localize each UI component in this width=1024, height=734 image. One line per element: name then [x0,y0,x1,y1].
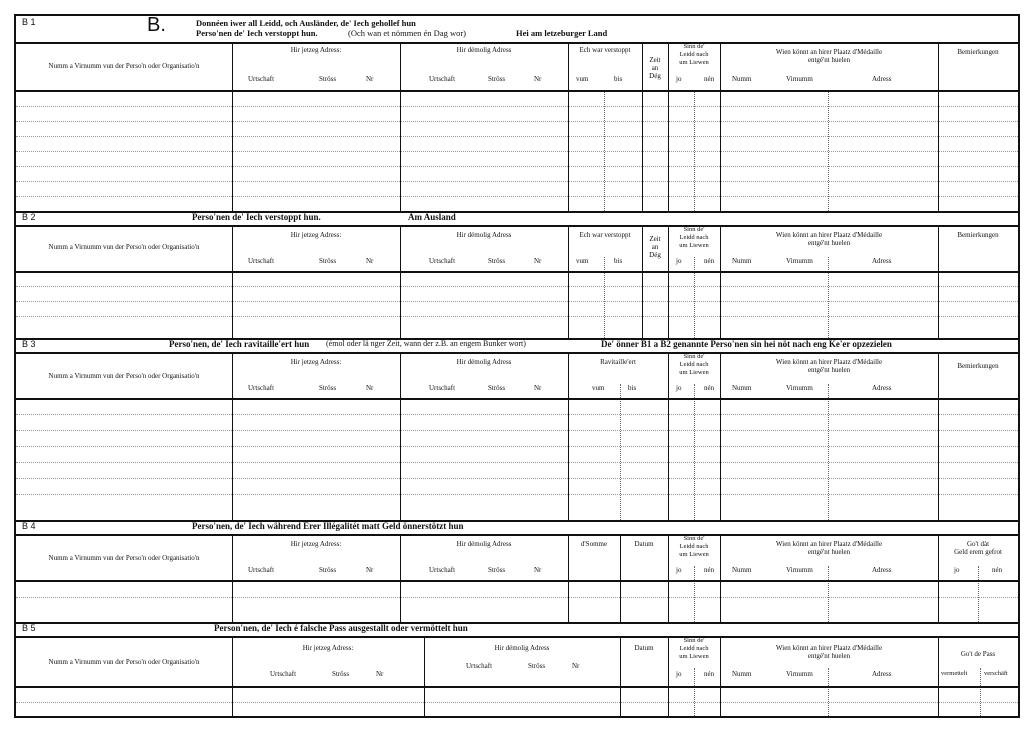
col-name: Numm a Virnumm vun der Perso'n oder Organisatio'n [48,372,200,380]
col-suffering: Leidd nach [679,51,709,58]
col-adress: Adress [872,384,892,392]
col-zeit: Zeit [649,235,661,243]
col-current-address: Hir jetzeg Adress: [290,540,342,548]
col-vum: vum [576,75,589,83]
col-numm: Numm [732,566,752,574]
section-title: Donnéen iwer all Leidd, och Ausländer, de' Iech gehollef hun [196,18,416,28]
section-title-2: Hei am letzeburger Land [516,28,608,38]
col-stross: Ströss [488,384,506,392]
col-nr: Nr [366,257,374,265]
col-bis: bis [614,257,623,265]
table-b5 [16,636,1018,716]
col-zeit: Dég [649,251,661,259]
col-suffering: um Liewen [679,369,709,376]
col-adress: Adress [872,75,892,83]
col-old-address: Hir démolig Adress [456,540,512,548]
col-suffering: um Liewen [679,551,709,558]
col-numm: Numm [732,257,752,265]
section-title: Person'nen, de' Iech é falsche Pass ausgestallt oder vermöttelt hun [214,623,468,633]
col-zeit: an [651,243,659,251]
col-numm: Numm [732,384,752,392]
col-nr: Nr [534,257,542,265]
table-b3 [16,352,1018,520]
col-suffering: Sinn de' [683,535,705,542]
col-medal: entgé'nt huelen [807,56,851,64]
section-code: B 2 [22,212,36,222]
col-urtschaft: Urtschaft [248,384,275,392]
col-somme: d'Somme [580,540,608,548]
col-hidden: Ech war verstoppt [579,46,631,54]
col-vermettelt: vermettelt [941,670,968,677]
section-code: B 4 [22,521,36,531]
col-nen: nén [704,384,715,392]
col-urtschaft: Urtschaft [248,75,275,83]
col-stross: Ströss [332,670,350,678]
col-urtschaft: Urtschaft [429,384,456,392]
col-old-address: Hir démolig Adress [456,46,512,54]
col-urtschaft: Urtschaft [248,566,275,574]
col-stross: Ströss [488,566,506,574]
section-b1-header [16,16,1018,44]
section-note: (émol oder lä nger Zeit, wann der z.B. an engem Bunker wort) [326,339,526,348]
col-urtschaft: Urtschaft [429,257,456,265]
col-zeit: Zeit [649,56,661,64]
col-name: Numm a Virnumm vun der Perso'n oder Organisatio'n [48,658,200,666]
col-jo: jo [676,566,682,574]
col-suffering: Leidd nach [679,361,709,368]
col-virnumm: Virnumm [786,670,813,678]
col-medal: entgé'nt huelen [807,239,851,247]
section-b2 [16,211,1018,338]
col-nr: Nr [572,662,580,670]
col-name: Numm a Virnumm vun der Perso'n oder Organisatio'n [48,243,200,251]
col-medal: entgé'nt huelen [807,366,851,374]
col-pass: Go't de Pass [960,650,996,658]
col-current-address: Hir jetzeg Adress: [302,644,354,652]
col-stross: Ströss [319,566,337,574]
section-title: Perso'nen de' Iech verstoppt hun. [196,28,318,38]
col-nen: nén [704,257,715,265]
col-current-address: Hir jetzeg Adress: [290,358,342,366]
col-jo: jo [676,75,682,83]
col-medal: Wien könnt an hirer Plaatz d'Médaille [775,231,883,239]
col-verschaft: verschäft [984,670,1008,677]
col-virnumm: Virnumm [786,257,813,265]
col-urtschaft: Urtschaft [466,662,493,670]
col-vum: vum [592,384,605,392]
col-stross: Ströss [528,662,546,670]
col-medal: entgé'nt huelen [807,548,851,556]
col-nr: Nr [534,384,542,392]
section-code: B 5 [22,623,36,633]
col-gift: Go't dàt [966,540,990,548]
col-zeit: an [651,64,659,72]
col-nr: Nr [376,670,384,678]
section-title: Perso'nen de' Iech verstoppt hun. [192,212,321,222]
col-jo: jo [676,257,682,265]
col-suffering: Leidd nach [679,645,709,652]
col-suffering: Leidd nach [679,234,709,241]
col-current-address: Hir jetzeg Adress: [290,46,342,54]
col-datum: Datum [634,540,654,548]
col-stross: Ströss [319,75,337,83]
col-stross: Ströss [319,384,337,392]
col-stross: Ströss [488,257,506,265]
col-gift: Geld erem gefrot [954,548,1002,556]
col-bis: bis [628,384,637,392]
col-nr: Nr [534,566,542,574]
col-numm: Numm [732,75,752,83]
section-title: Perso'nen, de' Iech während Erer Illégalitét matt Geld önnerstötzt hun [192,521,464,531]
col-urtschaft: Urtschaft [429,75,456,83]
col-urtschaft: Urtschaft [248,257,275,265]
section-note: (Och wan et nömmen én Dag wor) [348,28,467,38]
col-urtschaft: Urtschaft [270,670,297,678]
col-suffering: Leidd nach [679,543,709,550]
col-name: Numm a Virnumm vun der Perso'n oder Organisatio'n [48,62,200,70]
col-old-address: Hir démolig Adress [494,644,550,652]
col-old-address: Hir démolig Adress [456,231,512,239]
section-code: B 1 [22,17,36,27]
col-suffering: Sinn de' [683,43,705,50]
section-b1 [16,16,1018,211]
table-b2 [16,225,1018,338]
col-suffering: Sinn de' [683,637,705,644]
col-medal: Wien könnt an hirer Plaatz d'Médaille [775,540,883,548]
col-suffering: Sinn de' [683,353,705,360]
section-title-2: Am Ausland [408,212,456,222]
section-b5 [16,622,1018,716]
col-medal: Wien könnt an hirer Plaatz d'Médaille [775,644,883,652]
col-medal: Wien könnt an hirer Plaatz d'Médaille [775,48,883,56]
col-adress: Adress [872,257,892,265]
table-b1 [16,42,1018,211]
col-nr: Nr [534,75,542,83]
col-jo: jo [676,670,682,678]
col-nen: nén [992,566,1003,574]
col-suffering: um Liewen [679,653,709,660]
section-title-2: De' önner B1 a B2 genannte Perso'nen sin hei nöt nach eng Ke'er opzezielen [601,339,892,349]
col-numm: Numm [732,670,752,678]
col-nen: nén [704,670,715,678]
section-b4 [16,520,1018,622]
col-suffering: um Liewen [679,242,709,249]
col-current-address: Hir jetzeg Adress: [290,231,342,239]
col-stross: Ströss [319,257,337,265]
col-urtschaft: Urtschaft [429,566,456,574]
col-suffering: um Liewen [679,59,709,66]
col-old-address: Hir démolig Adress [456,358,512,366]
col-ravitailled: Ravitaille'ert [600,358,636,366]
col-adress: Adress [872,670,892,678]
col-remarks: Bemierkungen [957,48,999,56]
col-nen: nén [704,75,715,83]
col-medal: Wien könnt an hirer Plaatz d'Médaille [775,358,883,366]
col-adress: Adress [872,566,892,574]
table-b4 [16,534,1018,622]
col-nr: Nr [366,566,374,574]
col-stross: Ströss [488,75,506,83]
section-code: B 3 [22,339,36,349]
form-page [14,14,1020,718]
col-zeit: Dég [649,72,661,80]
col-nen: nén [704,566,715,574]
col-remarks: Bemierkungen [957,362,999,370]
col-bis: bis [614,75,623,83]
col-datum: Datum [634,644,654,652]
col-virnumm: Virnumm [786,566,813,574]
col-nr: Nr [366,384,374,392]
col-suffering: Sinn de' [683,226,705,233]
col-jo: jo [954,566,960,574]
col-name: Numm a Virnumm vun der Perso'n oder Organisatio'n [48,554,200,562]
col-virnumm: Virnumm [786,75,813,83]
col-nr: Nr [366,75,374,83]
col-hidden: Ech war verstoppt [579,231,631,239]
col-jo: jo [676,384,682,392]
section-title: Perso'nen, de' Iech ravitaille'ert hun [169,339,310,349]
col-remarks: Bemierkungen [957,231,999,239]
col-vum: vum [576,257,589,265]
section-b3 [16,338,1018,520]
form-letter: B. [147,14,166,36]
col-medal: entgé'nt huelen [807,652,851,660]
col-virnumm: Virnumm [786,384,813,392]
